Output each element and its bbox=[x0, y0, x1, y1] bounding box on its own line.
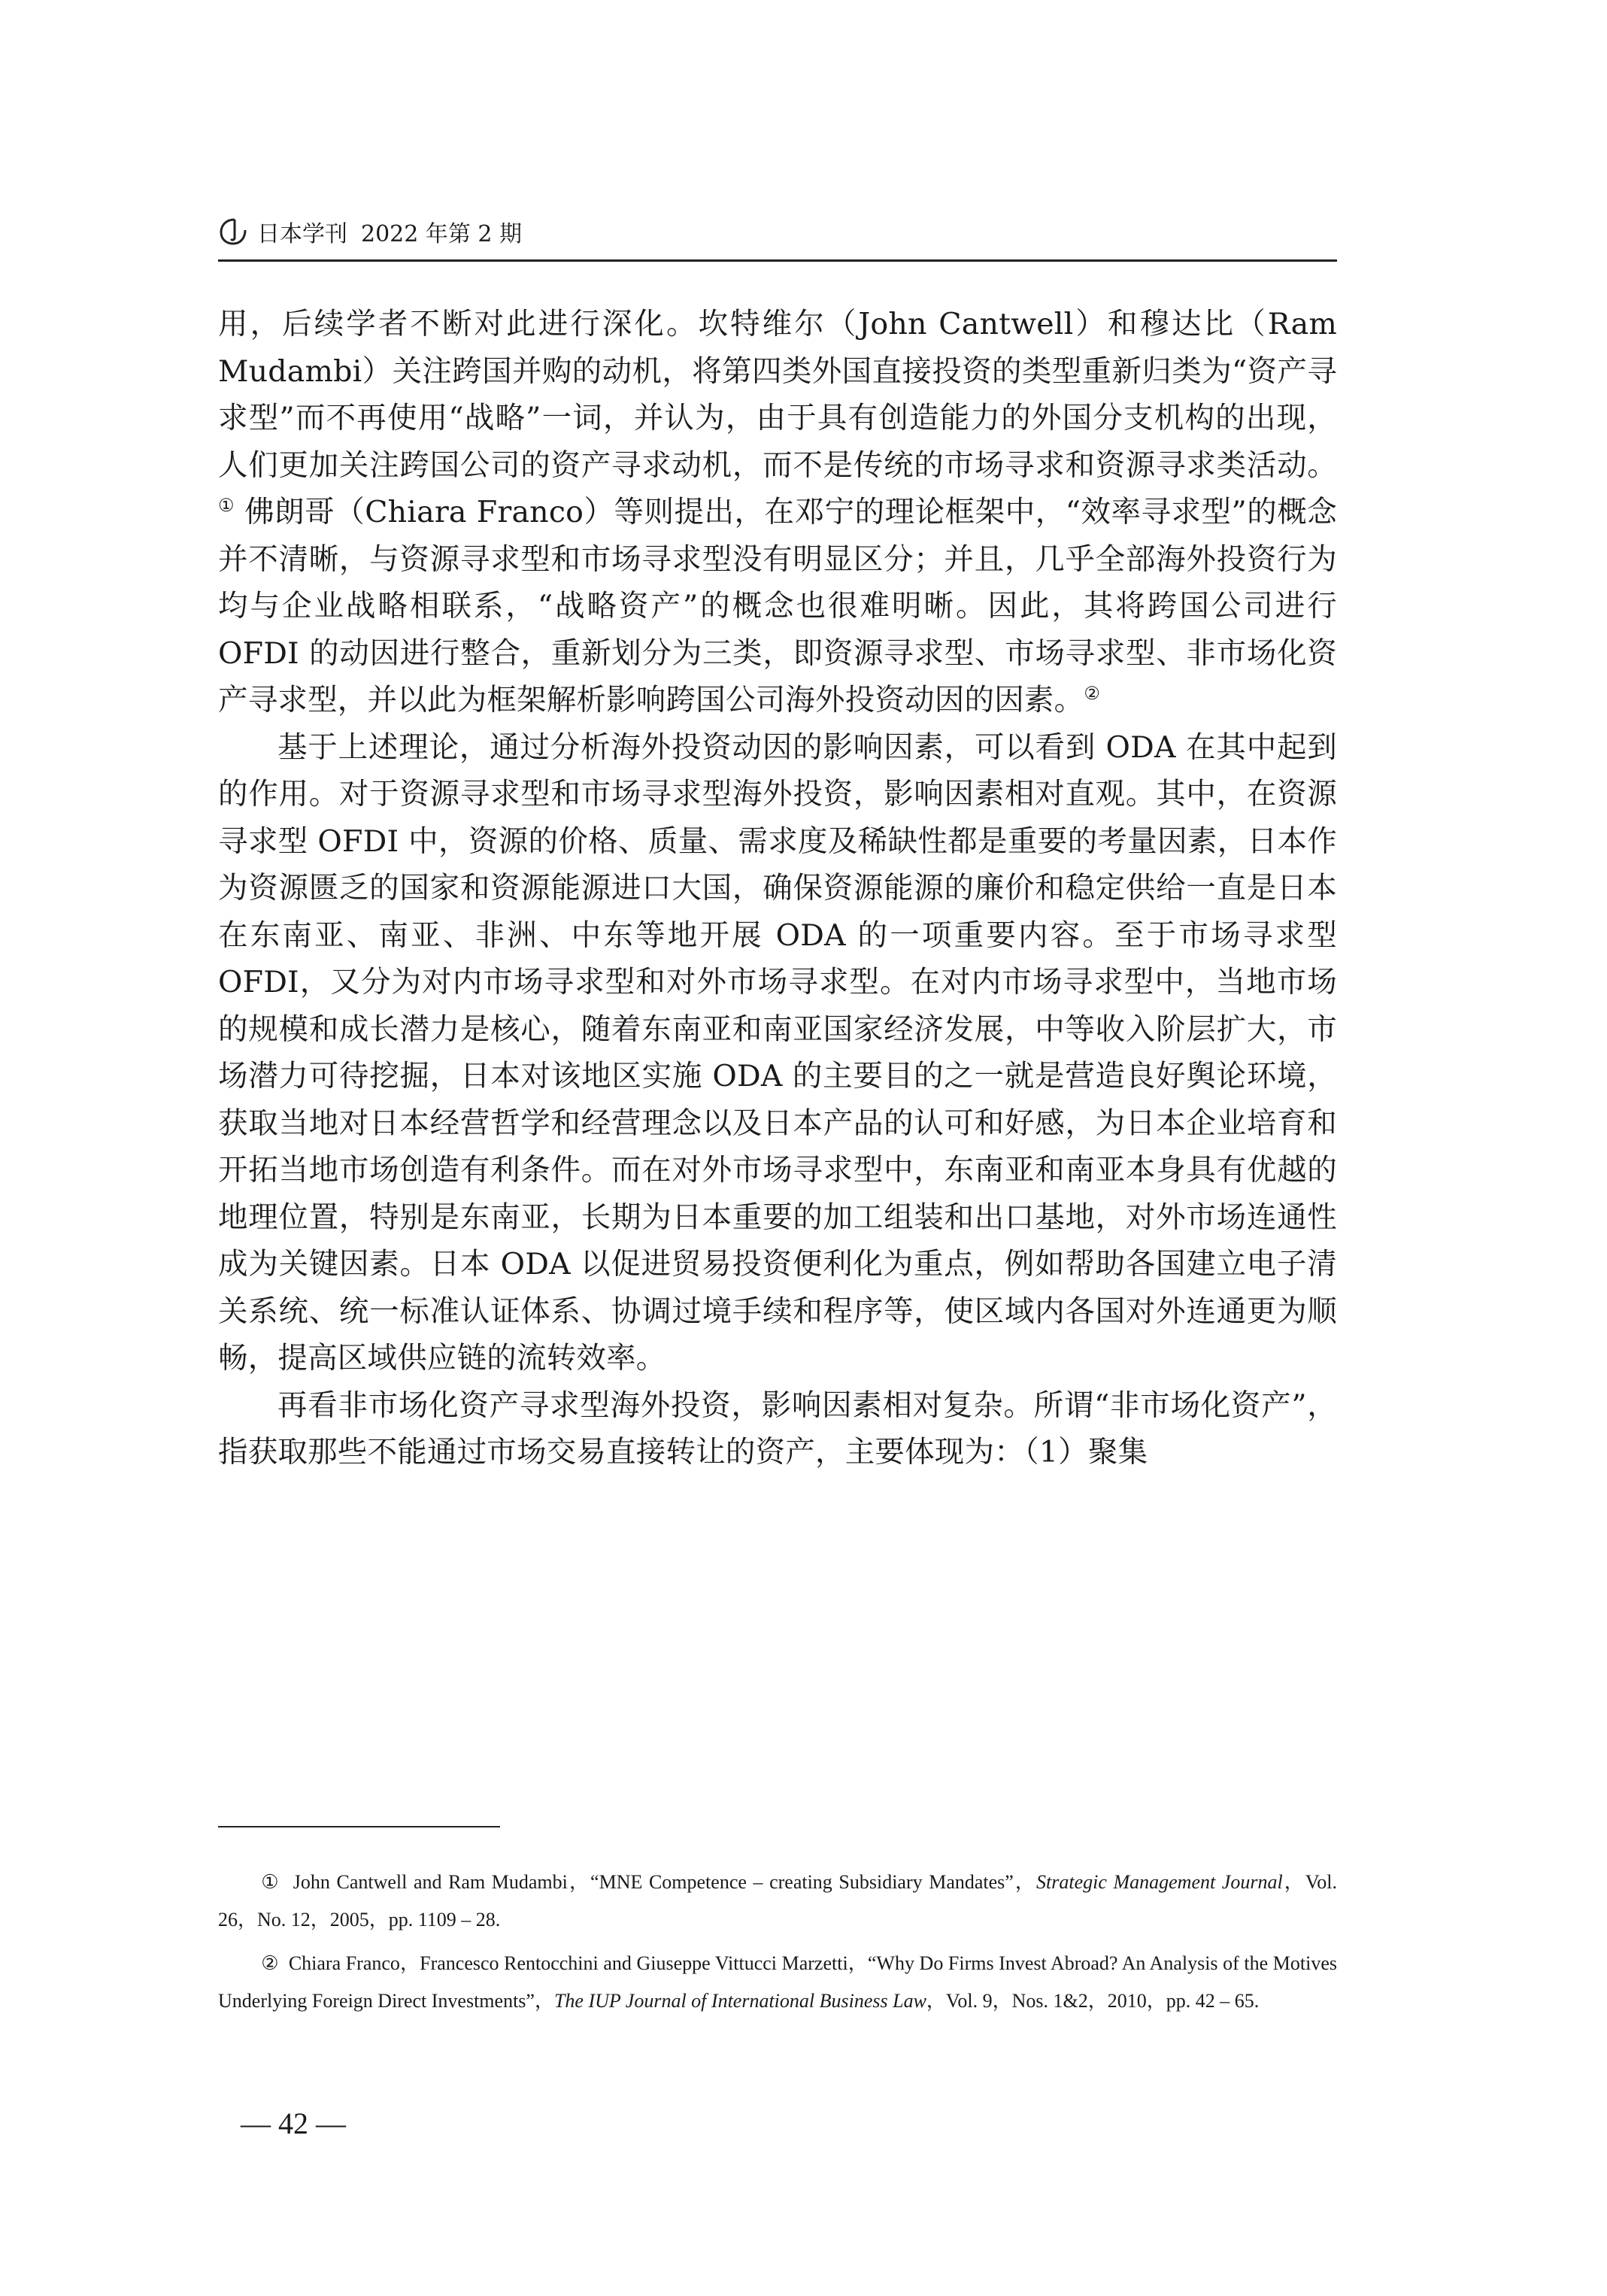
footnote-2-journal: The IUP Journal of International Business Law bbox=[553, 1990, 926, 2012]
paragraph-3: 再看非市场化资产寻求型海外投资，影响因素相对复杂。所谓“非市场化资产”，指获取那些不能通过市场交易直接转让的资产，主要体现为：（1）聚集 bbox=[218, 1388, 1337, 1470]
header-divider bbox=[218, 259, 1337, 262]
footnote-1: ① John Cantwell and Ram Mudambi，“MNE Competence – creating Subsidiary Mandates”，Strategic Management Journal，Vol. 26，No. 12，2005，pp. 1109 – 28. bbox=[218, 1871, 1338, 1931]
footnote-1-journal: Strategic Management Journal bbox=[1036, 1871, 1283, 1893]
footnotes bbox=[218, 1864, 1337, 2026]
running-header bbox=[218, 209, 1337, 254]
footnote-divider bbox=[218, 1826, 500, 1827]
page-number: — 42 — bbox=[241, 2106, 346, 2140]
footnote-ref-1[interactable]: ① bbox=[218, 494, 235, 516]
paragraph-1: 用，后续学者不断对此进行深化。坎特维尔（John Cantwell）和穆达比（Ram Mudambi）关注跨国并购的动机，将第四类外国直接投资的类型重新归类为“资产寻求型”而不再使用“战略”一词，并认为，由于具有创造能力的外国分支机构的出现，人们更加关注跨国公司的资产寻求动机，而不是传统的市场寻求和资源寻求类活动。① 佛朗哥（Chiara Franco）等则提出，在邓宁的理论框架中，“效率寻求型”的概念并不清晰，与资源寻求型和市场寻求型没有明显区分；并且，几乎全部海外投资行为均与企业战略相联系，“战略资产”的概念也很难明晰。因此，其将跨国公司进行 OFDI 的动因进行整合，重新划分为三类，即资源寻求型、市场寻求型、非市场化资产寻求型，并以此为框架解析影响跨国公司海外投资动因的因素。② bbox=[218, 307, 1337, 717]
footnote-ref-2[interactable]: ② bbox=[1084, 682, 1101, 704]
issue-label: 2022 年第 2 期 bbox=[361, 221, 523, 247]
journal-title: 日本学刊 bbox=[257, 221, 347, 247]
paragraph-2: 基于上述理论，通过分析海外投资动因的影响因素，可以看到 ODA 在其中起到的作用。对于资源寻求型和市场寻求型海外投资，影响因素相对直观。其中，在资源寻求型 OFDI 中，资源的价格、质量、需求度及稀缺性都是重要的考量因素，日本作为资源匮乏的国家和资源能源进口大国，确保资源能源的廉价和稳定供给一直是日本在东南亚、南亚、非洲、中东等地开展 ODA 的一项重要内容。至于市场寻求型 OFDI，又分为对内市场寻求型和对外市场寻求型。在对内市场寻求型中，当地市场的规模和成长潜力是核心，随着东南亚和南亚国家经济发展，中等收入阶层扩大，市场潜力可待挖掘，日本对该地区实施 ODA 的主要目的之一就是营造良好舆论环境，获取当地对日本经营哲学和经营理念以及日本产品的认可和好感，为日本企业培育和开拓当地市场创造有利条件。而在对外市场寻求型中，东南亚和南亚本身具有优越的地理位置，特别是东南亚，长期为日本重要的加工组装和出口基地，对外市场连通性成为关键因素。日本 ODA 以促进贸易投资便利化为重点，例如帮助各国建立电子清关系统、统一标准认证体系、协调过境手续和程序等，使区域内各国对外连通更为顺畅，提高区域供应链的流转效率。 bbox=[218, 729, 1337, 1375]
journal-logo-icon bbox=[218, 217, 248, 247]
article-body bbox=[218, 301, 1337, 1476]
footnote-2: ② Chiara Franco，Francesco Rentocchini and Giuseppe Vittucci Marzetti，“Why Do Firms Invest Abroad? An Analysis of the Motives Underlying Foreign Direct Investments”，The IUP Journal of International Business Law，Vol. 9，Nos. 1&2，2010，pp. 42 – 65. bbox=[218, 1952, 1337, 2012]
